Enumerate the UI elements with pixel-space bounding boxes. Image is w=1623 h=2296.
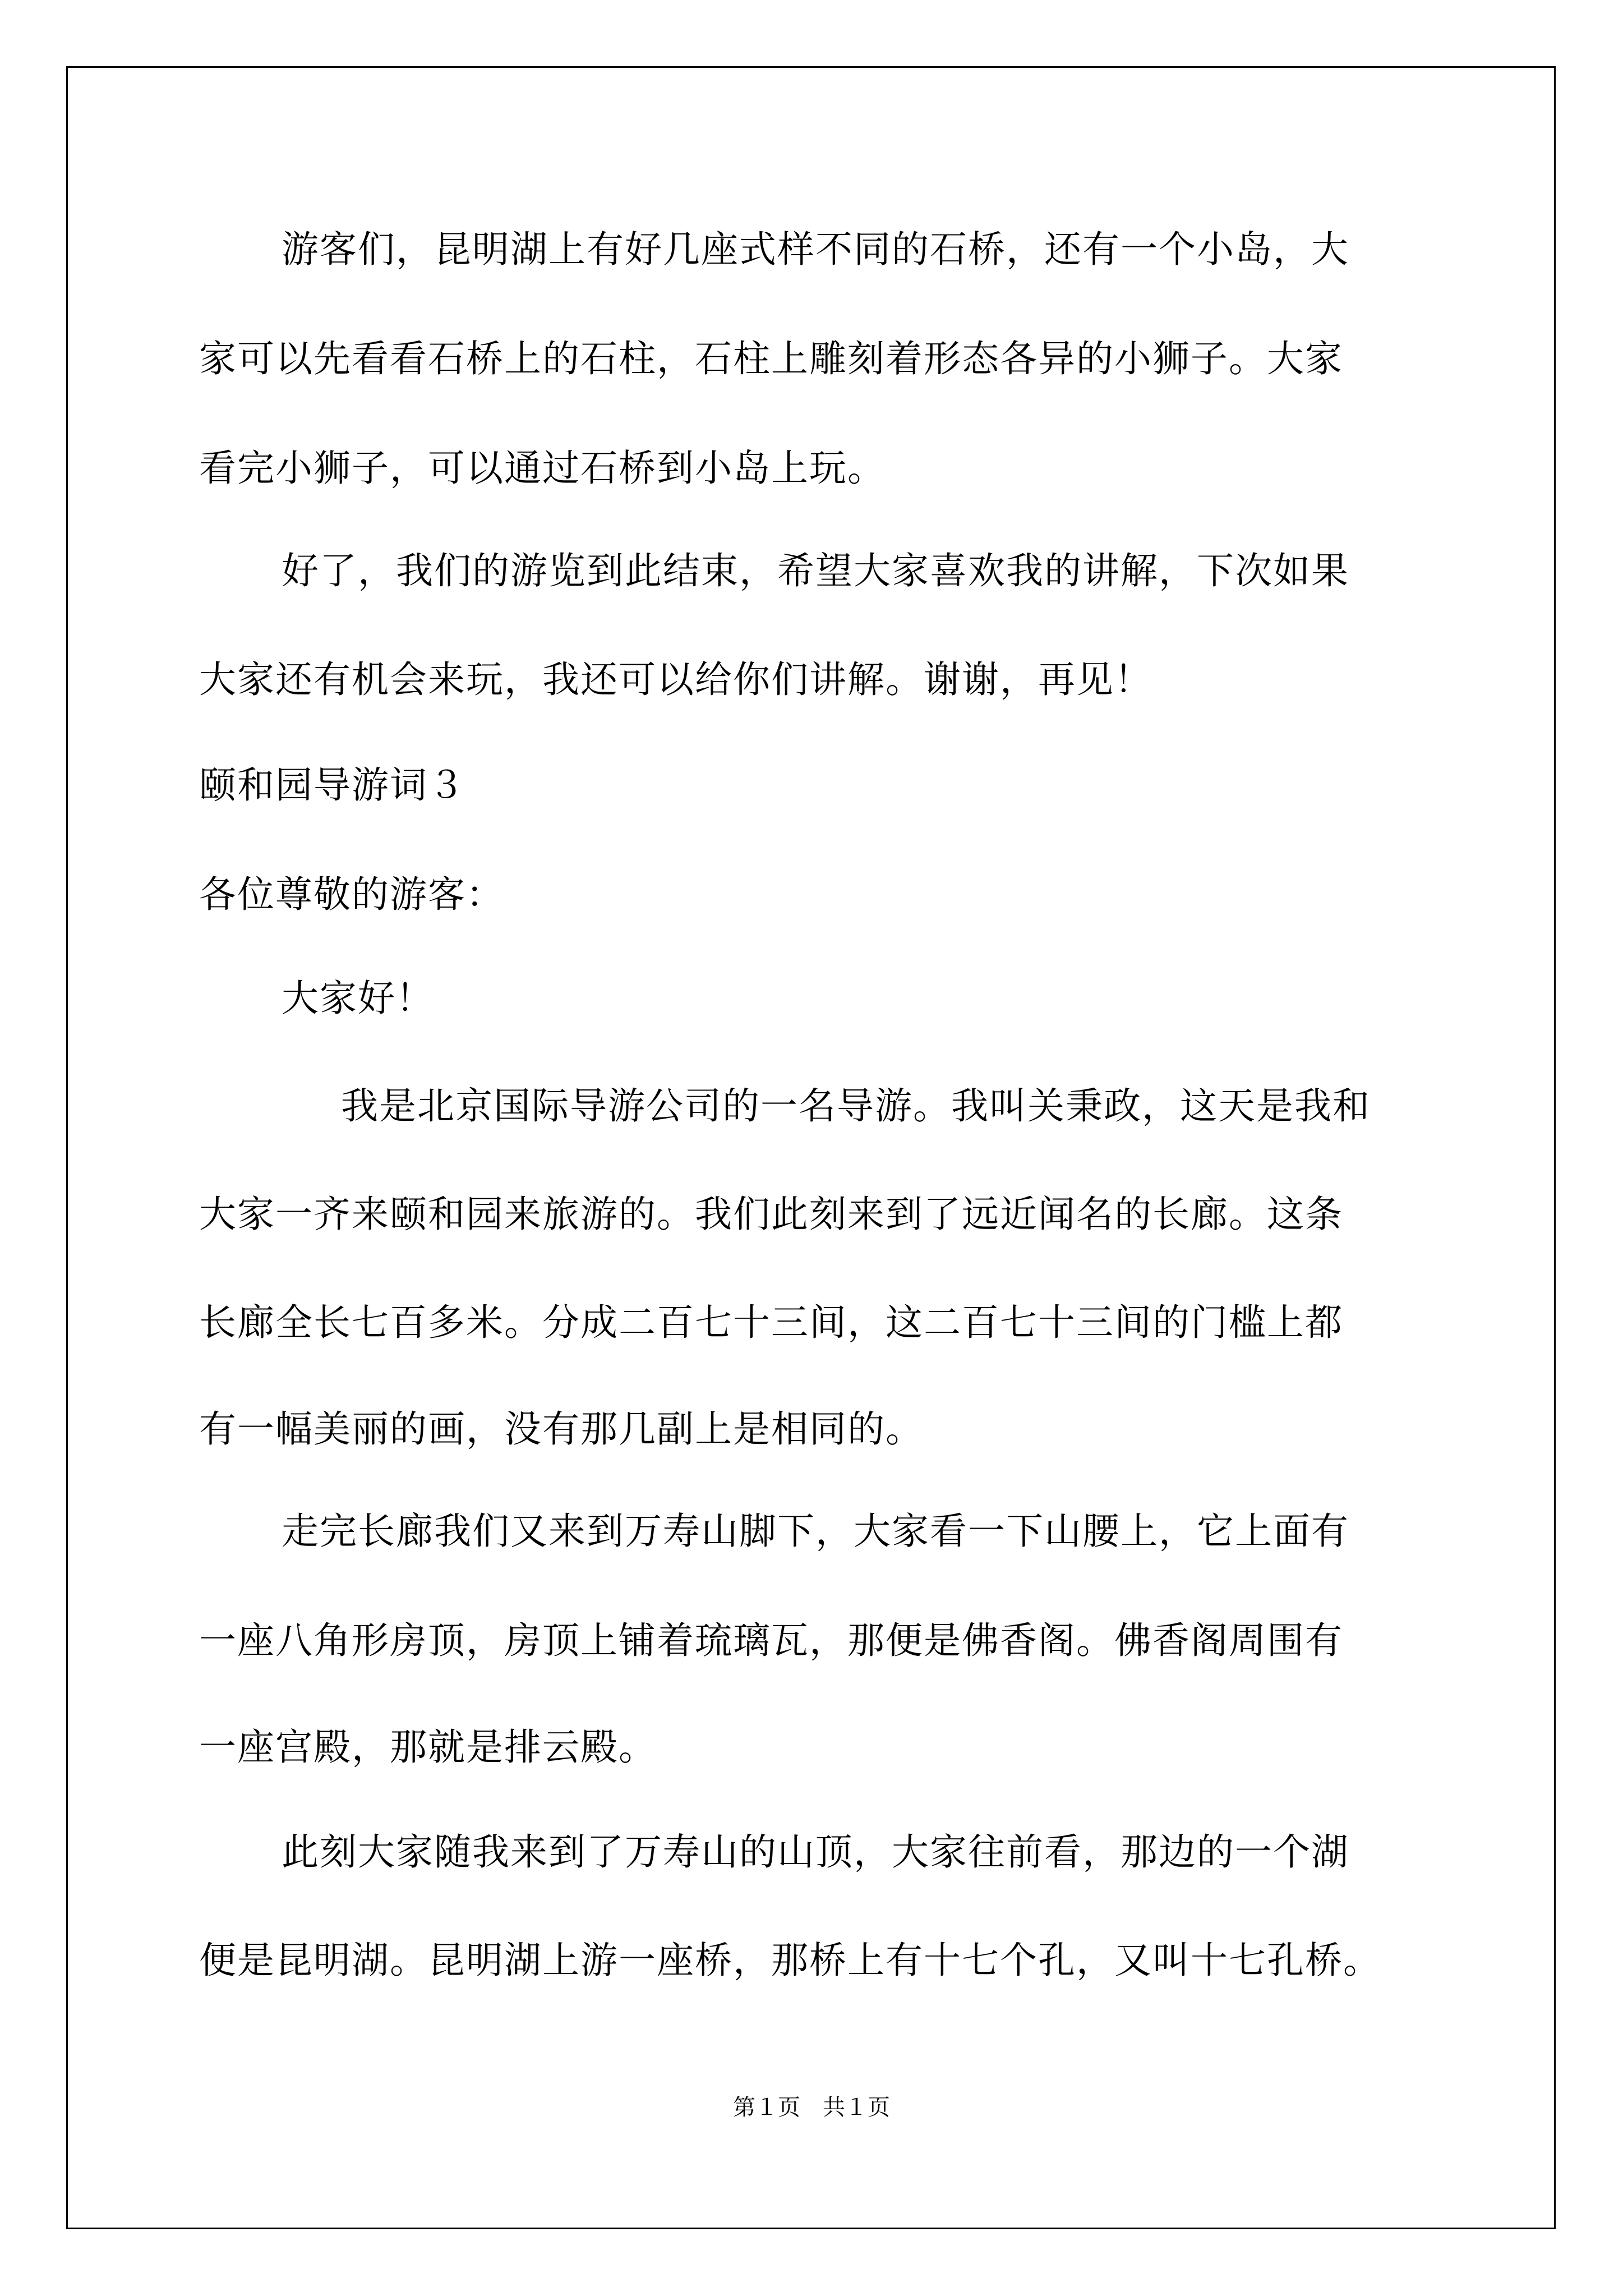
section-heading: 颐和园导游词３ [199,763,466,807]
paragraph-line: 看完小狮子，可以通过石桥到小岛上玩。 [199,447,886,490]
paragraph-line: 我是北京国际导游公司的一名导游。我叫关秉政，这天是我和 [341,1084,1371,1128]
paragraph-line: 一座宫殿，那就是排云殿。 [199,1726,657,1769]
page-footer: 第１页 共１页 [733,2095,890,2120]
salutation: 各位尊敬的游客： [199,873,504,916]
greeting: 大家好！ [282,977,434,1020]
page-frame [66,66,1556,2229]
paragraph-line: 家可以先看看石桥上的石柱，石柱上雕刻着形态各异的小狮子。大家 [199,337,1343,380]
paragraph-line: 此刻大家随我来到了万寿山的山顶，大家往前看，那边的一个湖 [282,1830,1349,1874]
paragraph-line: 大家一齐来颐和园来旅游的。我们此刻来到了远近闻名的长廊。这条 [199,1193,1343,1236]
paragraph-line: 走完长廊我们又来到万寿山脚下，大家看一下山腰上，它上面有 [282,1510,1349,1553]
paragraph-line: 有一幅美丽的画，没有那几副上是相同的。 [199,1407,924,1451]
paragraph-line: 便是昆明湖。昆明湖上游一座桥，那桥上有十七个孔，又叫十七孔桥。 [199,1939,1381,1982]
paragraph-line: 一座八角形房顶，房顶上铺着琉璃瓦，那便是佛香阁。佛香阁周围有 [199,1619,1343,1662]
paragraph-line: 长廊全长七百多米。分成二百七十三间，这二百七十三间的门槛上都 [199,1301,1343,1344]
paragraph-line: 好了，我们的游览到此结束，希望大家喜欢我的讲解，下次如果 [282,549,1349,592]
paragraph-line: 大家还有机会来玩，我还可以给你们讲解。谢谢，再见！ [199,658,1152,701]
paragraph-line: 游客们，昆明湖上有好几座式样不同的石桥，还有一个小岛，大 [282,228,1349,271]
